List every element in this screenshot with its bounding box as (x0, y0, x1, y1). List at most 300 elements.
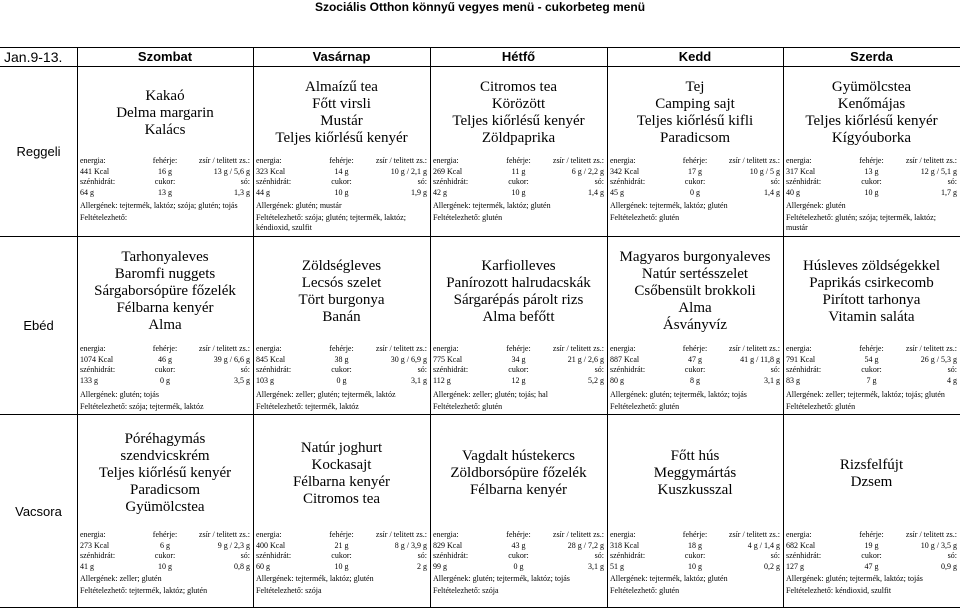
nutrition-label: só: (947, 365, 957, 374)
nutrition-label-row (786, 156, 957, 167)
allergen-info (433, 574, 604, 596)
nutrition-label-row (786, 551, 957, 562)
nutrition-label: cukor: (684, 365, 706, 374)
nutrition-label: cukor: (154, 177, 176, 186)
nutrition-value-row (433, 167, 604, 178)
possible-allergen-text: Feltételezhető: glutén (610, 213, 680, 222)
nutrition-label: cukor: (861, 365, 882, 374)
nutrition-value: 21 g / 2,6 g (567, 354, 604, 364)
nutrition-label: zsír / telitett zs.: (728, 156, 781, 165)
menu-item: Húsleves zöldségekkel (802, 257, 941, 274)
possible-allergen-text: Feltételezhető: glutén (786, 402, 856, 411)
menu-item: Citromos tea (479, 79, 558, 95)
nutrition-label-row (80, 530, 250, 541)
possible-allergen-text: Feltételezhető: glutén (610, 586, 680, 595)
menu-item: Sárgarépás párolt rizs (453, 291, 584, 308)
possible-allergen-text: Feltételezhető: kéndioxid, szulfit (786, 586, 892, 595)
nutrition-value: 30 g / 6,9 g (390, 354, 427, 364)
nutrition-value-row (786, 188, 957, 199)
nutrition-value-row (256, 188, 427, 199)
menu-item: Zöldborsópüre főzelék (450, 465, 587, 481)
allergen-info (80, 574, 250, 596)
nutrition-label-row (256, 156, 427, 167)
nutrition-label-row (256, 530, 427, 541)
nutrition-label: só: (770, 177, 781, 186)
allergen-info (786, 574, 957, 596)
nutrition-label: só: (770, 551, 781, 560)
menu-item: Teljes kiőrlésű kenyér (805, 113, 938, 129)
nutrition-value: 10 g (334, 561, 349, 571)
allergen-info (256, 201, 427, 233)
nutrition-label: szénhidrát: (786, 551, 822, 560)
nutrition-value: 3,1 g (411, 375, 427, 385)
nutrition-label: fehérje: (329, 530, 354, 539)
allergen-info (433, 390, 604, 412)
nutrition-value: 42 g (433, 187, 447, 197)
menu-item: Kuszkusszal (657, 482, 733, 498)
nutrition-value: 1,3 g (234, 187, 251, 197)
nutrition-value: 0 g (690, 187, 700, 197)
nutrition-value: 1,7 g (941, 187, 957, 197)
menu-item: Lecsós szelet (301, 274, 382, 291)
nutrition-label-row (433, 551, 604, 562)
menu-item: Csőbensült brokkoli (634, 283, 756, 299)
nutrition-label: energia: (433, 156, 459, 165)
nutrition-value: 0,2 g (764, 561, 781, 571)
allergen-info (256, 390, 427, 412)
menu-item: Mustár (320, 113, 363, 129)
nutrition-value: 4 g (947, 375, 957, 385)
nutrition-value: 10 g (158, 561, 172, 571)
nutrition-value: 13 g (864, 166, 879, 176)
menu-item: Alma (678, 300, 712, 316)
day-header-4: Kedd (678, 49, 712, 64)
nutrition-value: 34 g (511, 354, 526, 364)
possible-allergen-text: Feltételezhető: (80, 213, 128, 222)
nutrition-label: fehérje: (859, 156, 884, 165)
nutrition-value: 4 g / 1,4 g (747, 540, 781, 550)
nutrition-value-row (786, 167, 957, 178)
nutrition-label: cukor: (684, 177, 706, 186)
nutrition-label: energia: (256, 156, 282, 165)
menu-item: Gyümölcstea (125, 499, 205, 515)
nutrition-label: zsír / telitett zs.: (552, 530, 604, 539)
nutrition-value-row (80, 167, 250, 178)
nutrition-label: só: (240, 551, 251, 560)
nutrition-label: cukor: (331, 177, 352, 186)
menu-item: Magyaros burgonyaleves (619, 249, 771, 265)
nutrition-value: 317 Kcal (786, 166, 816, 176)
grid-line-horizontal (0, 414, 960, 415)
nutrition-value-row (80, 376, 250, 387)
nutrition-label-row (433, 156, 604, 167)
nutrition-value: 41 g (80, 561, 94, 571)
nutrition-label: fehérje: (152, 530, 178, 539)
day-header-5: Szerda (850, 49, 893, 64)
nutrition-value: 0 g (513, 561, 524, 571)
page-title: Szociális Otthon könnyű vegyes menü - cukorbeteg menü (314, 0, 646, 14)
menu-items (433, 448, 604, 499)
day-header-3: Hétfő (501, 49, 536, 64)
menu-item: Delma margarin (116, 104, 214, 121)
menu-items (256, 258, 427, 326)
nutrition-value: 54 g (864, 354, 879, 364)
nutrition-value: 26 g / 5,3 g (920, 354, 957, 364)
nutrition-label: zsír / telitett zs.: (728, 530, 781, 539)
nutrition-label: fehérje: (152, 344, 178, 353)
allergen-text: Allergének: glutén; tejtermék, laktóz; tojás (610, 390, 747, 399)
nutrition-value: 10 g (864, 187, 879, 197)
nutrition-value: 17 g (688, 166, 702, 176)
nutrition-value: 1,4 g (764, 187, 781, 197)
nutrition-value: 133 g (80, 375, 98, 385)
nutrition-label: só: (594, 177, 604, 186)
nutrition-value: 40 g (786, 187, 800, 197)
menu-item: Félbarna kenyér (469, 482, 568, 498)
nutrition-value: 9 g / 2,3 g (217, 540, 251, 550)
nutrition-label: zsír / telitett zs.: (198, 530, 251, 539)
meal-label-reggeli: Reggeli (16, 143, 61, 159)
nutrition-label: cukor: (331, 551, 352, 560)
nutrition-label: só: (594, 365, 604, 374)
nutrition-label-row (610, 365, 780, 376)
nutrition-label: szénhidrát: (433, 177, 469, 186)
nutrition-value-row (786, 562, 957, 573)
nutrition-label: cukor: (508, 365, 529, 374)
possible-allergen-text: Feltételezhető: glutén (433, 402, 503, 411)
allergen-info (610, 574, 780, 596)
nutrition-value: 47 g (688, 354, 702, 364)
nutrition-value: 46 g (158, 354, 172, 364)
nutrition-label: zsír / telitett zs.: (375, 344, 427, 353)
allergen-info (786, 390, 957, 412)
menu-items (786, 79, 957, 147)
menu-item: Vagdalt hústekercs (462, 448, 575, 464)
nutrition-label: szénhidrát: (610, 551, 646, 560)
nutrition-label: cukor: (331, 365, 352, 374)
nutrition-value: 845 Kcal (256, 354, 286, 364)
possible-allergen-text: Feltételezhető: szója (256, 586, 322, 595)
nutrition-label: fehérje: (859, 530, 884, 539)
menu-item: Panírozott halrudacskák (446, 274, 591, 291)
nutrition-label: cukor: (684, 551, 706, 560)
allergen-info (610, 390, 780, 412)
possible-allergen-text: Feltételezhető: glutén (433, 213, 503, 222)
nutrition-value-row (786, 355, 957, 366)
menu-items (80, 431, 250, 516)
nutrition-value: 16 g (158, 166, 172, 176)
menu-item: Teljes kiőrlésű kenyér (275, 130, 408, 146)
nutrition-label-row (610, 156, 780, 167)
nutrition-value: 3,1 g (588, 561, 604, 571)
nutrition-value: 38 g (334, 354, 349, 364)
menu-items (786, 258, 957, 326)
nutrition-label-row (786, 344, 957, 355)
nutrition-label: energia: (610, 530, 636, 539)
nutrition-block (80, 156, 250, 198)
nutrition-value: 1,4 g (588, 187, 604, 197)
allergen-text: Allergének: tejtermék, laktóz; glutén (610, 201, 728, 210)
nutrition-block (610, 344, 780, 386)
nutrition-label-row (610, 344, 780, 355)
nutrition-label: energia: (610, 156, 636, 165)
nutrition-label: fehérje: (859, 344, 884, 353)
nutrition-label: energia: (786, 156, 812, 165)
nutrition-value-row (786, 541, 957, 552)
menu-item: Banán (322, 308, 361, 325)
nutrition-label: zsír / telitett zs.: (905, 530, 957, 539)
menu-item: Paradicsom (130, 482, 200, 498)
nutrition-label: zsír / telitett zs.: (375, 156, 427, 165)
nutrition-value: 8 g / 3,9 g (394, 540, 427, 550)
nutrition-value-row (256, 562, 427, 573)
meal-label-vacsora: Vacsora (15, 503, 62, 519)
nutrition-block (786, 156, 957, 198)
nutrition-value: 7 g (866, 375, 877, 385)
nutrition-value: 1074 Kcal (80, 354, 114, 364)
nutrition-value: 269 Kcal (433, 166, 463, 176)
nutrition-label: zsír / telitett zs.: (728, 344, 781, 353)
menu-item: Sárgaborsópüre főzelék (94, 283, 236, 299)
nutrition-label-row (433, 365, 604, 376)
nutrition-value: 99 g (433, 561, 447, 571)
nutrition-label: szénhidrát: (80, 365, 116, 374)
nutrition-block (786, 344, 957, 386)
nutrition-label: zsír / telitett zs.: (905, 344, 957, 353)
nutrition-value: 775 Kcal (433, 354, 463, 364)
menu-item: Rizsfelfújt (839, 456, 904, 473)
grid-line-horizontal (0, 66, 960, 67)
nutrition-value: 47 g (864, 561, 879, 571)
nutrition-value: 3,5 g (234, 375, 251, 385)
menu-item: Paradicsom (660, 130, 730, 146)
nutrition-block (256, 344, 427, 386)
menu-items (433, 79, 604, 147)
grid-line-vertical (77, 47, 78, 608)
allergen-text: Allergének: glutén; tejtermék, laktóz; tojás (786, 574, 923, 583)
nutrition-value-row (433, 188, 604, 199)
nutrition-value-row (433, 541, 604, 552)
nutrition-label: energia: (786, 344, 812, 353)
nutrition-value: 0 g (336, 375, 347, 385)
nutrition-label: fehérje: (682, 344, 708, 353)
nutrition-block (433, 344, 604, 386)
nutrition-label: energia: (256, 344, 282, 353)
menu-item: Főtt hús (670, 448, 720, 464)
grid-line-vertical (783, 47, 784, 608)
nutrition-value: 18 g (688, 540, 702, 550)
nutrition-label: cukor: (861, 177, 882, 186)
nutrition-value: 318 Kcal (610, 540, 640, 550)
menu-item: Kalács (144, 121, 186, 138)
nutrition-value-row (610, 541, 780, 552)
allergen-info (610, 201, 780, 223)
nutrition-label: fehérje: (506, 530, 531, 539)
nutrition-block (610, 530, 780, 572)
day-header-1: Szombat (137, 49, 193, 64)
nutrition-value-row (433, 376, 604, 387)
grid-line-vertical (253, 47, 254, 608)
allergen-text: Allergének: tejtermék, laktóz; glutén (610, 574, 728, 583)
nutrition-label: szénhidrát: (80, 551, 116, 560)
nutrition-value: 127 g (786, 561, 804, 571)
nutrition-label-row (433, 530, 604, 541)
nutrition-value-row (80, 562, 250, 573)
nutrition-value: 791 Kcal (786, 354, 816, 364)
allergen-info (433, 201, 604, 223)
nutrition-value: 6 g (160, 540, 170, 550)
nutrition-label-row (80, 344, 250, 355)
nutrition-label: zsír / telitett zs.: (198, 156, 251, 165)
nutrition-value: 2 g (417, 561, 427, 571)
allergen-text: Allergének: tejtermék, laktóz; szója; glutén; tojás (80, 201, 238, 210)
nutrition-value: 10 g (688, 561, 702, 571)
nutrition-label-row (610, 551, 780, 562)
nutrition-label: cukor: (508, 177, 529, 186)
menu-item: Főtt virsli (312, 96, 371, 112)
nutrition-label: energia: (610, 344, 636, 353)
nutrition-label: fehérje: (682, 530, 708, 539)
menu-item: Teljes kiőrlésű kenyér (452, 113, 585, 129)
nutrition-label: zsír / telitett zs.: (552, 156, 604, 165)
possible-allergen-text: Feltételezhető: tejtermék, laktóz (256, 402, 359, 411)
nutrition-label: fehérje: (329, 344, 354, 353)
nutrition-label: zsír / telitett zs.: (552, 344, 604, 353)
nutrition-value: 5,2 g (588, 375, 604, 385)
nutrition-label-row (80, 365, 250, 376)
allergen-info (80, 390, 250, 412)
nutrition-value-row (610, 167, 780, 178)
allergen-text: Allergének: tejtermék, laktóz; glutén (256, 574, 374, 583)
nutrition-value: 80 g (610, 375, 624, 385)
nutrition-label: fehérje: (682, 156, 708, 165)
menu-item: Kakaó (145, 87, 185, 104)
nutrition-value-row (256, 355, 427, 366)
menu-items (610, 249, 780, 334)
nutrition-block (256, 156, 427, 198)
grid-line-horizontal (0, 236, 960, 237)
menu-item: Zöldségleves (301, 257, 382, 274)
nutrition-label: cukor: (508, 551, 529, 560)
nutrition-label: szénhidrát: (786, 365, 822, 374)
menu-items (610, 448, 780, 499)
week-date: Jan.9-13. (4, 49, 63, 65)
menu-item: Meggymártás (653, 465, 737, 481)
allergen-text: Allergének: glutén; tejtermék, laktóz; tojás (433, 574, 570, 583)
nutrition-block (256, 530, 427, 572)
nutrition-block (80, 530, 250, 572)
nutrition-value: 10 g (334, 187, 349, 197)
possible-allergen-text: Feltételezhető: tejtermék, laktóz; glutén (80, 586, 208, 595)
menu-item: Körözött (491, 96, 546, 112)
nutrition-label: fehérje: (506, 156, 531, 165)
nutrition-label: szénhidrát: (80, 177, 116, 186)
nutrition-label: só: (947, 177, 957, 186)
nutrition-label-row (80, 156, 250, 167)
menu-item: Natúr joghurt (300, 439, 383, 456)
nutrition-label: szénhidrát: (786, 177, 822, 186)
nutrition-value-row (80, 355, 250, 366)
nutrition-label-row (610, 177, 780, 188)
menu-item: Dzsem (850, 473, 893, 490)
nutrition-label: energia: (433, 344, 459, 353)
nutrition-label: cukor: (154, 365, 176, 374)
nutrition-value: 60 g (256, 561, 270, 571)
nutrition-label: energia: (433, 530, 459, 539)
menu-item: Kenőmájas (837, 96, 906, 112)
nutrition-value: 3,1 g (764, 375, 781, 385)
allergen-text: Allergének: glutén (786, 201, 846, 210)
nutrition-value: 0,8 g (234, 561, 251, 571)
nutrition-block (433, 530, 604, 572)
possible-allergen-text: Feltételezhető: szója; tejtermék, laktóz (80, 402, 204, 411)
meal-label-ebéd: Ebéd (23, 318, 54, 333)
nutrition-label: só: (947, 551, 957, 560)
menu-item: Félbarna kenyér (292, 473, 391, 490)
nutrition-label-row (80, 177, 250, 188)
menu-item: Camping sajt (655, 96, 735, 112)
nutrition-block (433, 156, 604, 198)
nutrition-value: 43 g (511, 540, 526, 550)
nutrition-value: 8 g (690, 375, 700, 385)
nutrition-label: só: (594, 551, 604, 560)
menu-item: Vitamin saláta (828, 308, 915, 325)
nutrition-value-row (786, 376, 957, 387)
nutrition-label: energia: (786, 530, 812, 539)
nutrition-value: 51 g (610, 561, 624, 571)
menu-item: Teljes kiőrlésű kenyér (98, 465, 232, 481)
menu-item: Tej (685, 79, 705, 95)
nutrition-value: 12 g / 5,1 g (920, 166, 957, 176)
nutrition-label: energia: (80, 530, 106, 539)
nutrition-label: só: (417, 365, 427, 374)
nutrition-label: szénhidrát: (610, 177, 646, 186)
nutrition-label-row (256, 365, 427, 376)
nutrition-label: zsír / telitett zs.: (905, 156, 957, 165)
menu-item: Póréhagymás (124, 431, 206, 447)
possible-allergen-text: Feltételezhető: glutén; szója; tejtermék, laktóz; mustár (786, 213, 936, 232)
allergen-text: Allergének: zeller; glutén; tojás; hal (433, 390, 548, 399)
allergen-text: Allergének: zeller; tejtermék, laktóz; tojás; glutén (786, 390, 945, 399)
possible-allergen-text: Feltételezhető: glutén (610, 402, 680, 411)
nutrition-value: 682 Kcal (786, 540, 816, 550)
nutrition-value: 13 g / 5,6 g (213, 166, 251, 176)
allergen-info (256, 574, 427, 596)
nutrition-value-row (256, 541, 427, 552)
nutrition-label: só: (240, 177, 251, 186)
nutrition-value: 1,9 g (411, 187, 427, 197)
nutrition-value-row (610, 188, 780, 199)
menu-item: Tört burgonya (298, 291, 385, 308)
possible-allergen-text: Feltételezhető: szója; glutén; tejtermék, laktóz; kéndioxid, szulfit (256, 213, 406, 232)
allergen-text: Allergének: glutén; mustár (256, 201, 342, 210)
nutrition-label: fehérje: (506, 344, 531, 353)
menu-items (80, 88, 250, 139)
allergen-text: Allergének: zeller; glutén; tejtermék, laktóz (256, 390, 396, 399)
nutrition-label: fehérje: (152, 156, 178, 165)
nutrition-value: 44 g (256, 187, 270, 197)
nutrition-label: energia: (80, 344, 106, 353)
nutrition-label-row (610, 530, 780, 541)
nutrition-value: 10 g (511, 187, 526, 197)
menu-items (786, 457, 957, 491)
menu-item: Paprikás csirkecomb (809, 274, 934, 291)
nutrition-label: cukor: (861, 551, 882, 560)
nutrition-value: 829 Kcal (433, 540, 463, 550)
allergen-text: Allergének: tejtermék, laktóz; glutén (433, 201, 551, 210)
menu-items (80, 249, 250, 334)
nutrition-value-row (610, 376, 780, 387)
